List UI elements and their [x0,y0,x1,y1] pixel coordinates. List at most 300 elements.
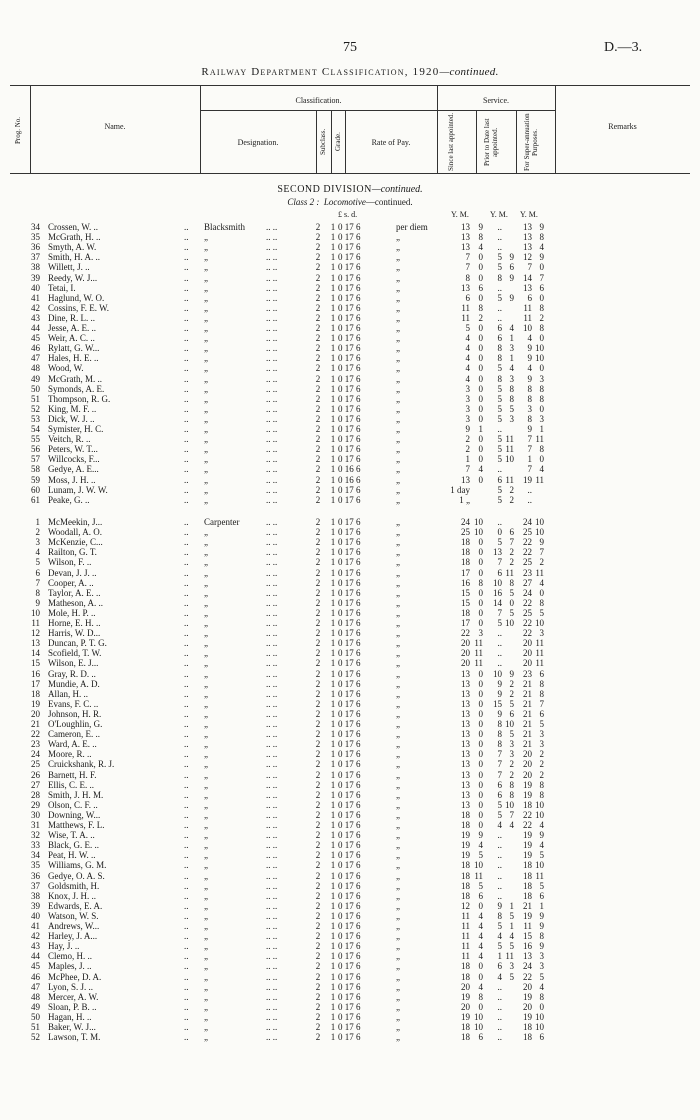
cell-since-years: 1 [465,454,470,465]
cell-subclass: 2 [315,232,321,243]
cell-subclass: 2 [315,749,321,760]
cell-prior-years: .. [497,232,502,243]
leader-dots: .. .. [266,567,278,578]
cell-since-years: 11 [461,951,470,962]
cell-subclass: 2 [315,252,321,263]
cell-prior-years: 9 [497,708,502,719]
table-row [0,1012,700,1022]
cell-grade: 1 [330,931,336,942]
cell-subclass: 2 [315,941,321,952]
cell-since-years: 13 [461,739,470,750]
money-units: £ s. d. [338,210,358,219]
cell-rate: 0 17 6 [338,222,361,232]
cell-grade: 1 [330,628,336,639]
cell-super-months: 0 [539,454,544,465]
cell-prior-years: 4 [497,931,502,942]
cell-grade: 1 [330,557,336,568]
cell-since-months: 0 [478,373,483,384]
cell-rate: 0 17 6 [338,383,361,394]
cell-prog-no: 47 [31,981,40,992]
cell-rate-unit: „ [396,597,400,608]
cell-rate-unit: „ [396,323,400,333]
cell-rate-unit: „ [396,413,400,424]
cell-subclass: 2 [315,333,321,344]
cell-designation: „ [204,698,208,709]
cell-rate: 0 17 6 [338,292,361,303]
leader-dots: .. [184,494,189,505]
cell-rate-unit: „ [396,708,400,719]
cell-since-months: 4 [478,840,483,851]
leader-dots: .. [184,454,189,465]
cell-designation: „ [204,719,208,729]
cell-super-months: 8 [539,383,544,394]
table-row [0,982,700,992]
cell-since-years: 13 [461,688,470,699]
leader-dots: .. [184,282,189,293]
cell-prior-years: 4 [497,971,502,982]
cell-prior-months: 9 [509,252,514,263]
cell-grade: 1 [330,729,336,740]
leader-dots: .. .. [266,353,278,364]
cell-prior-years: .. [497,424,502,434]
table-row [0,729,700,739]
cell-super-months: 4 [539,242,544,253]
cell-name: Symister, H. C. [48,424,104,434]
leader-dots: .. .. [266,494,278,505]
cell-prior-years: 6 [497,323,502,333]
cell-prior-years: 6 [497,789,502,800]
table-row [0,313,700,323]
leader-dots: .. .. [266,678,278,689]
table-row [0,860,700,870]
cell-super-years: 3 [527,403,532,414]
cell-prog-no: 21 [31,719,40,729]
cell-grade: 1 [330,1011,336,1022]
cell-super-months: 3 [539,413,544,424]
col-prog-no: Prog. No. [14,116,22,144]
cell-designation: „ [204,961,208,972]
leader-dots: .. [184,353,189,364]
table-row [0,770,700,780]
cell-since-months: 10 [474,1022,483,1032]
cell-super-years: 13 [523,232,532,243]
cell-rate-unit: „ [396,900,400,911]
cell-prog-no: 28 [31,789,40,800]
cell-name: Thompson, R. G. [48,393,111,404]
cell-rate-unit: „ [396,444,400,455]
leader-dots: .. [184,719,189,729]
cell-since-months: 0 [478,333,483,344]
cell-designation: „ [204,232,208,243]
cell-prior-years: 5 [497,413,502,424]
cell-name: Smyth, A. W. [48,242,97,253]
leader-dots: .. .. [266,527,278,538]
cell-prior-years: .. [497,880,502,891]
cell-name: Mercer, A. W. [48,991,99,1002]
cell-since-months: 11 [474,638,483,649]
leader-dots: .. [184,729,189,740]
cell-super-months: 6 [539,708,544,719]
leader-dots: .. [184,242,189,253]
col-since-last: Since last appointed. [447,112,455,172]
leader-dots: .. .. [266,343,278,354]
table-row [0,404,700,414]
cell-rate: 0 17 6 [338,444,361,455]
cell-since-years: 18 [461,971,470,982]
leader-dots: .. .. [266,860,278,871]
cell-since-years: 13 [461,282,470,293]
cell-designation: „ [204,1001,208,1012]
cell-designation: „ [204,941,208,952]
leader-dots: .. [184,363,189,374]
cell-since-years: 13 [461,232,470,243]
cell-rate: 0 17 6 [338,941,361,952]
cell-rate: 0 17 6 [338,729,361,740]
leader-dots: .. [184,1032,189,1043]
cell-rate-unit: „ [396,353,400,364]
cell-since-years: 13 [461,769,470,780]
cell-prior-months: 4 [509,931,514,942]
cell-since-years: 6 [465,292,470,303]
cell-grade: 1 [330,252,336,263]
cell-super-years: .. [527,484,532,495]
leader-dots: .. .. [266,1011,278,1022]
cell-rate-unit: „ [396,434,400,445]
cell-grade: 1 [330,403,336,414]
class-label: Class 2 : [287,197,320,207]
cell-prior-years: 8 [497,353,502,364]
cell-designation: „ [204,860,208,871]
cell-super-years: 19 [523,1011,532,1022]
cell-prior-years: .. [497,222,502,232]
leader-dots: .. .. [266,971,278,982]
cell-prog-no: 5 [35,557,40,568]
cell-since-months: 2 [478,312,483,323]
cell-since-years: 13 [461,719,470,729]
col-divider [331,110,332,173]
leader-dots: .. [184,870,189,881]
cell-grade: 1 [330,698,336,709]
cell-since-months: 4 [478,464,483,475]
cell-designation: „ [204,393,208,404]
cell-since-months: 11 [474,658,483,669]
cell-since-months: 0 [478,537,483,548]
cell-super-months: 10 [535,343,544,354]
cell-super-years: 24 [523,587,532,598]
leader-dots: .. .. [266,880,278,891]
cell-prog-no: 34 [31,222,40,232]
cell-name: Watson, W. S. [48,910,99,921]
cell-prior-years: 5 [497,809,502,820]
cell-super-years: 4 [527,333,532,344]
cell-since-months: 0 [478,292,483,303]
leader-dots: .. [184,527,189,538]
cell-rate: 0 16 6 [338,474,361,485]
leader-dots: .. .. [266,444,278,455]
cell-super-years: 18 [523,870,532,881]
cell-grade: 1 [330,719,336,729]
leader-dots: .. [184,393,189,404]
cell-super-years: 27 [523,577,532,588]
leader-dots: .. [184,668,189,679]
cell-prior-years: .. [497,890,502,901]
cell-grade: 1 [330,830,336,841]
leader-dots: .. [184,517,189,527]
cell-since-months: 0 [478,353,483,364]
cell-rate: 0 17 6 [338,1032,361,1043]
cell-rate: 0 17 6 [338,880,361,891]
cell-prior-years: 5 [497,292,502,303]
cell-rate-unit: „ [396,910,400,921]
cell-rate: 0 17 6 [338,323,361,333]
cell-rate: 0 17 6 [338,820,361,830]
cell-prior-months: 8 [509,789,514,800]
cell-grade: 1 [330,668,336,679]
cell-rate-unit: „ [396,789,400,800]
cell-name: Olson, C. F. .. [48,799,98,810]
cell-prior-years: 0 [497,527,502,538]
cell-prior-years: .. [497,517,502,527]
cell-since-years: 18 [461,860,470,871]
cell-subclass: 2 [315,312,321,323]
section-title [0,184,700,195]
table-row [0,709,700,719]
cell-prior-months: 5 [509,698,514,709]
cell-designation: „ [204,628,208,639]
cell-since-years: 13 [461,708,470,719]
cell-super-years: 18 [523,880,532,891]
cell-super-months: 8 [539,678,544,689]
cell-prior-months: 5 [509,607,514,618]
table-row [0,252,700,262]
cell-since-months: 0 [478,474,483,485]
cell-super-months: 9 [539,941,544,952]
cell-super-years: 7 [527,444,532,455]
cell-rate: 0 17 6 [338,971,361,982]
leader-dots: .. [184,434,189,445]
cell-since-months: 3 [478,628,483,639]
class-name: Locomotive [323,197,366,207]
cell-super-years: 18 [523,799,532,810]
cell-name: Peters, W. T... [48,444,98,455]
cell-since-years: 4 [465,363,470,374]
leader-dots: .. .. [266,759,278,770]
cell-grade: 1 [330,242,336,253]
cell-rate: 0 17 6 [338,302,361,313]
cell-prior-years: .. [497,628,502,639]
cell-super-years: 9 [527,343,532,354]
cell-since-years: 11 [461,910,470,921]
cell-rate-unit: „ [396,403,400,414]
cell-rate: 0 17 6 [338,484,361,495]
leader-dots: .. [184,1022,189,1032]
cell-since-years: 4 [465,333,470,344]
cell-since-years: 20 [461,1001,470,1012]
cell-rate-unit: „ [396,292,400,303]
cell-subclass: 2 [315,567,321,578]
cell-prog-no: 44 [31,323,40,333]
cell-grade: 1 [330,484,336,495]
cell-grade: 1 [330,971,336,982]
table-row [0,333,700,343]
cell-rate-unit: „ [396,749,400,760]
cell-prog-no: 42 [31,931,40,942]
cell-rate-unit: „ [396,850,400,861]
cell-since-months: 0 [478,688,483,699]
cell-since-years: 13 [461,799,470,810]
cell-name: Jesse, A. E. .. [48,323,96,333]
cell-grade: 1 [330,1001,336,1012]
cell-since-years: 7 [465,262,470,273]
table-row [0,273,700,283]
cell-prior-months: 8 [509,779,514,790]
leader-dots: .. [184,587,189,598]
cell-designation: „ [204,749,208,760]
cell-super-months: 10 [535,353,544,364]
table-row [0,323,700,333]
cell-rate-unit: „ [396,1001,400,1012]
cell-rate-unit: „ [396,464,400,475]
cell-prog-no: 55 [31,434,40,445]
table-row [0,830,700,840]
table-row [0,363,700,373]
cell-name: Harley, J. A... [48,931,98,942]
cell-super-years: 6 [527,292,532,303]
cell-designation: „ [204,373,208,384]
cell-prior-years: .. [497,648,502,659]
cell-rate: 0 17 6 [338,870,361,881]
cell-grade: 1 [330,474,336,485]
cell-prior-months: 8 [509,577,514,588]
cell-prior-months: 10 [505,799,514,810]
cell-super-years: 20 [523,658,532,669]
leader-dots: .. .. [266,820,278,830]
cell-prog-no: 56 [31,444,40,455]
cell-designation: „ [204,638,208,649]
cell-rate-unit: „ [396,252,400,263]
table-row [0,739,700,749]
cell-prog-no: 17 [31,678,40,689]
cell-designation: „ [204,991,208,1002]
cell-prior-years: .. [497,830,502,841]
cell-prior-years: 5 [497,403,502,414]
cell-rate-unit: „ [396,688,400,699]
leader-dots: .. [184,840,189,851]
cell-rate: 0 17 6 [338,658,361,669]
cell-since-years: 20 [461,981,470,992]
cell-rate-unit: „ [396,921,400,931]
cell-designation: „ [204,292,208,303]
cell-name: Ellis, C. E. .. [48,779,95,790]
cell-prog-no: 49 [31,373,40,384]
cell-rate: 0 17 6 [338,850,361,861]
cell-prior-years: 7 [497,607,502,618]
cell-prior-years: .. [497,282,502,293]
cell-name: Williams, G. M. [48,860,107,871]
cell-rate: 0 17 6 [338,413,361,424]
document-code: D.—3. [604,40,643,55]
leader-dots: .. .. [266,961,278,972]
leader-dots: .. [184,708,189,719]
cell-prior-months: 2 [509,678,514,689]
cell-since-months: 0 [478,607,483,618]
cell-name: Moore, R. .. [48,749,92,760]
cell-super-years: 19 [523,779,532,790]
cell-rate-unit: „ [396,282,400,293]
cell-super-years: 19 [523,789,532,800]
leader-dots: .. .. [266,830,278,841]
leader-dots: .. [184,567,189,578]
cell-prior-months: 9 [509,292,514,303]
cell-super-months: 0 [539,262,544,273]
cell-prog-no: 58 [31,464,40,475]
leader-dots: .. [184,739,189,750]
cell-since-years: 3 [465,403,470,414]
cell-super-months: 11 [535,870,544,881]
cell-super-months: 0 [539,363,544,374]
cell-super-years: 22 [523,820,532,830]
cell-prior-months: 10 [505,618,514,628]
cell-since-years: 22 [461,628,470,639]
leader-dots: .. .. [266,799,278,810]
cell-super-years: 24 [523,961,532,972]
cell-grade: 1 [330,333,336,344]
col-divider [316,110,317,173]
cell-since-months: 0 [478,547,483,558]
cell-since-months: 0 [478,678,483,689]
cell-since-years: 4 [465,373,470,384]
cell-super-years: 22 [523,597,532,608]
cell-super-months: 10 [535,1022,544,1032]
cell-prior-years: 5 [497,618,502,628]
cell-prog-no: 30 [31,809,40,820]
cell-super-months: 3 [539,373,544,384]
cell-since-months: 0 [478,719,483,729]
cell-designation: „ [204,921,208,931]
cell-rate: 0 17 6 [338,910,361,921]
class-suffix: —continued. [365,197,413,207]
cell-subclass: 2 [315,890,321,901]
table-row [0,454,700,464]
table-row [0,588,700,598]
cell-rate-unit: „ [396,373,400,384]
cell-subclass: 2 [315,688,321,699]
cell-prior-months: 2 [509,494,514,505]
cell-prog-no: 38 [31,890,40,901]
leader-dots: .. [184,830,189,841]
cell-designation: „ [204,910,208,921]
cell-subclass: 2 [315,373,321,384]
cell-prior-months: 3 [509,961,514,972]
cell-grade: 1 [330,789,336,800]
cell-rate: 0 17 6 [338,698,361,709]
leader-dots: .. .. [266,222,278,232]
cell-prog-no: 45 [31,333,40,344]
leader-dots: .. [184,444,189,455]
cell-super-months: 0 [539,292,544,303]
cell-prior-years: 13 [493,547,502,558]
cell-super-years: 20 [523,769,532,780]
leader-dots: .. [184,383,189,394]
cell-super-years: 24 [523,517,532,527]
cell-prog-no: 46 [31,971,40,982]
cell-rate-unit: „ [396,232,400,243]
cell-rate-unit: „ [396,484,400,495]
cell-since-months: 0 [478,272,483,283]
leader-dots: .. [184,547,189,558]
cell-designation: „ [204,474,208,485]
class-subtitle [0,197,700,207]
